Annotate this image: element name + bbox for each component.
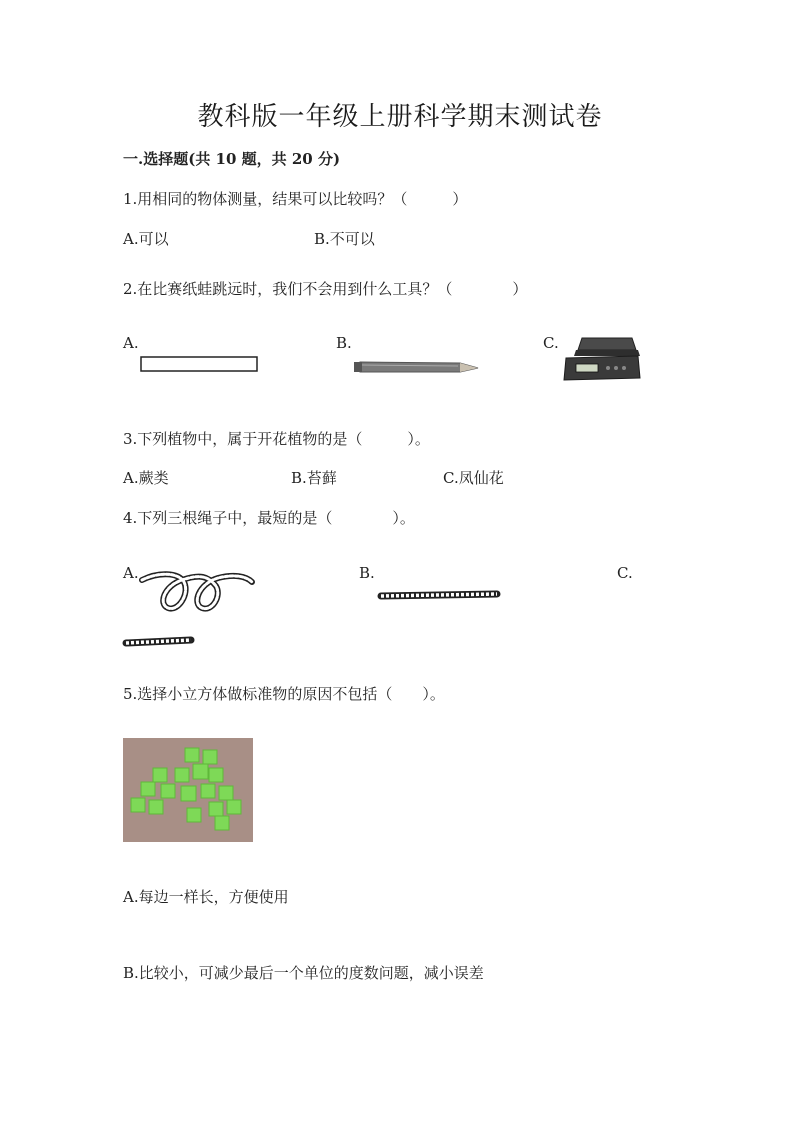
question-4-text: 4.下列三根绳子中，最短的是（ ）。 [123, 509, 415, 527]
question-2-option-b: B. [336, 334, 352, 352]
question-5-option-a: A.每边一样长，方便使用 [123, 888, 289, 906]
straight-long-rope-image [378, 588, 502, 604]
question-3-text: 3.下列植物中，属于开花植物的是（ ）。 [123, 430, 430, 448]
question-2-option-c: C. [543, 334, 559, 352]
pencil-image [352, 356, 484, 376]
ruler-image [140, 356, 260, 376]
question-1-text: 1.用相同的物体测量，结果可以比较吗？（ ） [123, 190, 468, 208]
question-3-option-c: C.凤仙花 [443, 469, 504, 487]
question-1-option-b: B.不可以 [314, 230, 375, 248]
question-4-option-a: A. [123, 564, 139, 582]
question-5-option-b: B.比较小，可减少最后一个单位的度数问题，减小误差 [123, 964, 484, 982]
section-heading: 一.选择题(共 10 题，共 20 分) [123, 150, 341, 168]
question-1-option-a: A.可以 [123, 230, 169, 248]
question-5-text: 5.选择小立方体做标准物的原因不包括（ ）。 [123, 685, 445, 703]
looped-rope-image [138, 568, 258, 618]
page-title: 教科版一年级上册科学期末测试卷 [197, 102, 603, 132]
short-rope-image [123, 634, 195, 650]
question-3-option-a: A.蕨类 [123, 469, 169, 487]
electronic-scale-image [560, 334, 642, 384]
green-cubes-photo [123, 738, 253, 842]
question-2-text: 2.在比赛纸蛙跳远时，我们不会用到什么工具？（ ） [123, 280, 528, 298]
question-4-option-c: C. [617, 564, 633, 582]
question-4-option-b: B. [359, 564, 375, 582]
question-3-option-b: B.苔藓 [291, 469, 337, 487]
question-2-option-a: A. [123, 334, 139, 352]
